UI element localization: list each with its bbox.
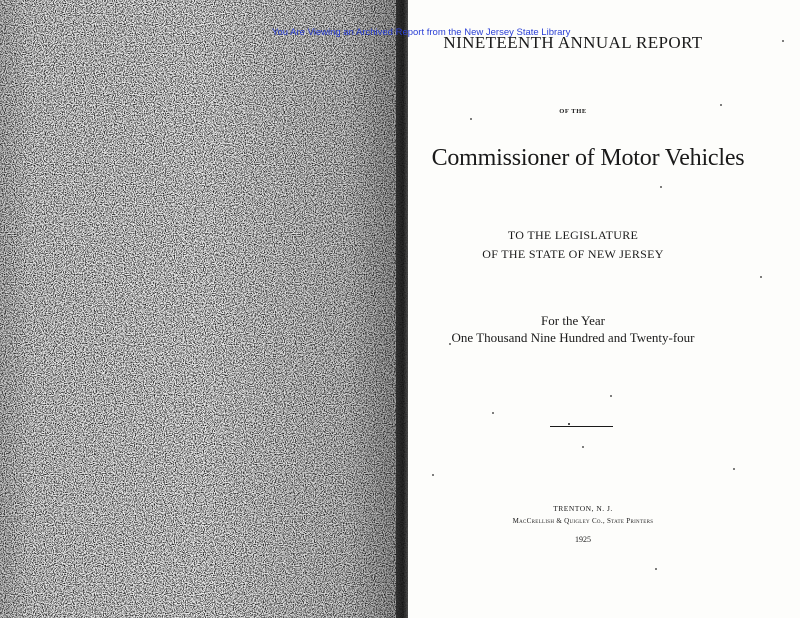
paper-speck bbox=[782, 40, 784, 42]
paper-speck bbox=[733, 468, 735, 470]
paper-speck bbox=[655, 568, 657, 570]
commissioner-heading: Commissioner of Motor Vehicles bbox=[431, 145, 745, 171]
decorative-rule bbox=[550, 426, 613, 427]
imprint-city: TRENTON, N. J. bbox=[553, 504, 613, 513]
year-line-1: For the Year bbox=[541, 313, 605, 328]
legislature-line-2: OF THE STATE OF NEW JERSEY bbox=[482, 247, 664, 261]
archive-watermark: You Are Viewing an Archived Report from the New Jersey State Library bbox=[272, 27, 571, 38]
report-title: NINETEENTH ANNUAL REPORT bbox=[443, 33, 703, 52]
legislature-line-1: TO THE LEGISLATURE bbox=[507, 228, 639, 242]
paper-speck bbox=[492, 412, 494, 414]
paper-speck bbox=[720, 104, 722, 106]
paper-speck bbox=[432, 474, 434, 476]
paper-speck bbox=[760, 276, 762, 278]
imprint-year: 1925 bbox=[575, 535, 591, 544]
page-edge-shadow bbox=[396, 0, 408, 618]
paper-speck bbox=[449, 343, 451, 345]
paper-speck bbox=[610, 395, 612, 397]
paper-speck bbox=[582, 446, 584, 448]
paper-speck bbox=[660, 186, 662, 188]
year-line-2: One Thousand Nine Hundred and Twenty-four bbox=[451, 330, 695, 345]
decorative-rule-dot bbox=[568, 423, 570, 425]
imprint-printers: MacCrellish & Quigley Co., State Printers bbox=[512, 517, 654, 525]
of-the-label: OF THE bbox=[559, 108, 587, 115]
paper-speck bbox=[470, 118, 472, 120]
